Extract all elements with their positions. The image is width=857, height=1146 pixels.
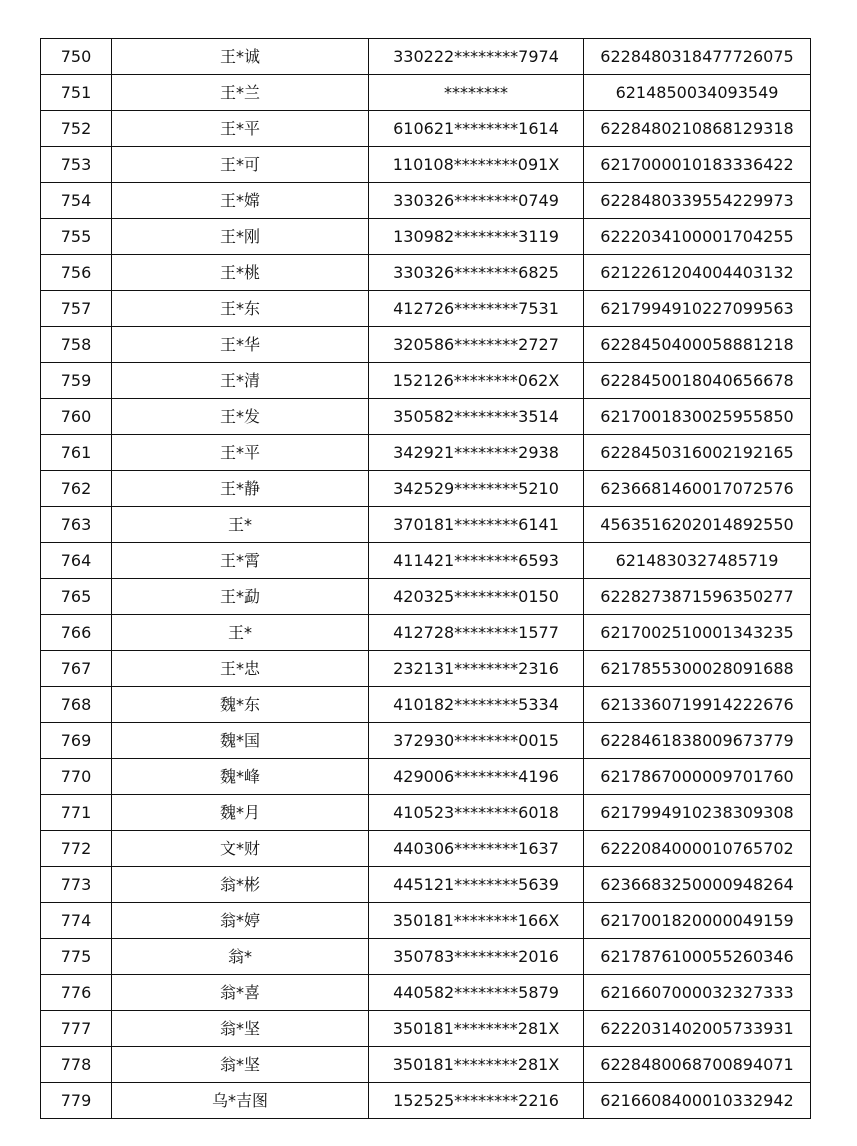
name-cell: 王*华 bbox=[112, 327, 369, 363]
table-row bbox=[41, 291, 811, 327]
name-cell: 翁* bbox=[112, 939, 369, 975]
account-number-cell: 6222034100001704255 bbox=[584, 219, 811, 255]
id-number-cell: 350582********3514 bbox=[369, 399, 584, 435]
id-number-cell: 330326********0749 bbox=[369, 183, 584, 219]
id-number-cell: 372930********0015 bbox=[369, 723, 584, 759]
table-row bbox=[41, 831, 811, 867]
table-row bbox=[41, 795, 811, 831]
table-row bbox=[41, 759, 811, 795]
table-row bbox=[41, 111, 811, 147]
account-number-cell: 6217002510001343235 bbox=[584, 615, 811, 651]
row-number-cell: 762 bbox=[41, 471, 112, 507]
name-cell: 王*刚 bbox=[112, 219, 369, 255]
account-number-cell: 4563516202014892550 bbox=[584, 507, 811, 543]
name-cell: 魏*月 bbox=[112, 795, 369, 831]
id-number-cell: 420325********0150 bbox=[369, 579, 584, 615]
account-number-cell: 6217855300028091688 bbox=[584, 651, 811, 687]
row-number-cell: 769 bbox=[41, 723, 112, 759]
row-number-cell: 766 bbox=[41, 615, 112, 651]
table-row bbox=[41, 543, 811, 579]
row-number-cell: 775 bbox=[41, 939, 112, 975]
name-cell: 乌*吉图 bbox=[112, 1083, 369, 1119]
id-number-cell: 429006********4196 bbox=[369, 759, 584, 795]
table-row bbox=[41, 579, 811, 615]
table-row bbox=[41, 651, 811, 687]
id-number-cell: 410182********5334 bbox=[369, 687, 584, 723]
row-number-cell: 751 bbox=[41, 75, 112, 111]
row-number-cell: 767 bbox=[41, 651, 112, 687]
name-cell: 王*清 bbox=[112, 363, 369, 399]
table-row bbox=[41, 363, 811, 399]
record-table bbox=[40, 38, 811, 1119]
name-cell: 王* bbox=[112, 615, 369, 651]
id-number-cell: 330326********6825 bbox=[369, 255, 584, 291]
id-number-cell: 412728********1577 bbox=[369, 615, 584, 651]
name-cell: 王*平 bbox=[112, 435, 369, 471]
id-number-cell: 232131********2316 bbox=[369, 651, 584, 687]
row-number-cell: 759 bbox=[41, 363, 112, 399]
account-number-cell: 6228480339554229973 bbox=[584, 183, 811, 219]
name-cell: 王*可 bbox=[112, 147, 369, 183]
account-number-cell: 6217001830025955850 bbox=[584, 399, 811, 435]
id-number-cell: 445121********5639 bbox=[369, 867, 584, 903]
account-number-cell: 6216607000032327333 bbox=[584, 975, 811, 1011]
table-row bbox=[41, 327, 811, 363]
row-number-cell: 763 bbox=[41, 507, 112, 543]
account-number-cell: 6222031402005733931 bbox=[584, 1011, 811, 1047]
table-row bbox=[41, 1011, 811, 1047]
name-cell: 王*勐 bbox=[112, 579, 369, 615]
id-number-cell: 350783********2016 bbox=[369, 939, 584, 975]
table-row bbox=[41, 75, 811, 111]
account-number-cell: 6217876100055260346 bbox=[584, 939, 811, 975]
account-number-cell: 6217000010183336422 bbox=[584, 147, 811, 183]
account-number-cell: 6214830327485719 bbox=[584, 543, 811, 579]
row-number-cell: 755 bbox=[41, 219, 112, 255]
account-number-cell: 6217001820000049159 bbox=[584, 903, 811, 939]
row-number-cell: 765 bbox=[41, 579, 112, 615]
id-number-cell: 440582********5879 bbox=[369, 975, 584, 1011]
table-row bbox=[41, 183, 811, 219]
name-cell: 翁*坚 bbox=[112, 1011, 369, 1047]
id-number-cell: 152525********2216 bbox=[369, 1083, 584, 1119]
row-number-cell: 776 bbox=[41, 975, 112, 1011]
id-number-cell: 440306********1637 bbox=[369, 831, 584, 867]
name-cell: 翁*喜 bbox=[112, 975, 369, 1011]
account-number-cell: 6212261204004403132 bbox=[584, 255, 811, 291]
id-number-cell: 610621********1614 bbox=[369, 111, 584, 147]
name-cell: 魏*东 bbox=[112, 687, 369, 723]
id-number-cell: 130982********3119 bbox=[369, 219, 584, 255]
name-cell: 魏*峰 bbox=[112, 759, 369, 795]
account-number-cell: 6217867000009701760 bbox=[584, 759, 811, 795]
table-row bbox=[41, 939, 811, 975]
table-row bbox=[41, 147, 811, 183]
table-row bbox=[41, 975, 811, 1011]
id-number-cell: 412726********7531 bbox=[369, 291, 584, 327]
row-number-cell: 778 bbox=[41, 1047, 112, 1083]
name-cell: 王*兰 bbox=[112, 75, 369, 111]
row-number-cell: 761 bbox=[41, 435, 112, 471]
name-cell: 王*霄 bbox=[112, 543, 369, 579]
id-number-cell: 320586********2727 bbox=[369, 327, 584, 363]
account-number-cell: 6222084000010765702 bbox=[584, 831, 811, 867]
name-cell: 翁*婷 bbox=[112, 903, 369, 939]
account-number-cell: 6236683250000948264 bbox=[584, 867, 811, 903]
account-number-cell: 6228450316002192165 bbox=[584, 435, 811, 471]
name-cell: 王*嫦 bbox=[112, 183, 369, 219]
account-number-cell: 6213360719914222676 bbox=[584, 687, 811, 723]
row-number-cell: 772 bbox=[41, 831, 112, 867]
row-number-cell: 756 bbox=[41, 255, 112, 291]
table-row bbox=[41, 1047, 811, 1083]
id-number-cell: 350181********281X bbox=[369, 1047, 584, 1083]
table-row bbox=[41, 903, 811, 939]
row-number-cell: 757 bbox=[41, 291, 112, 327]
row-number-cell: 752 bbox=[41, 111, 112, 147]
name-cell: 翁*彬 bbox=[112, 867, 369, 903]
name-cell: 王*静 bbox=[112, 471, 369, 507]
id-number-cell: 330222********7974 bbox=[369, 39, 584, 75]
name-cell: 王*发 bbox=[112, 399, 369, 435]
row-number-cell: 777 bbox=[41, 1011, 112, 1047]
row-number-cell: 764 bbox=[41, 543, 112, 579]
account-number-cell: 6228480318477726075 bbox=[584, 39, 811, 75]
row-number-cell: 771 bbox=[41, 795, 112, 831]
table-row bbox=[41, 39, 811, 75]
row-number-cell: 753 bbox=[41, 147, 112, 183]
account-number-cell: 6216608400010332942 bbox=[584, 1083, 811, 1119]
id-number-cell: 110108********091X bbox=[369, 147, 584, 183]
row-number-cell: 773 bbox=[41, 867, 112, 903]
table-row bbox=[41, 255, 811, 291]
name-cell: 翁*坚 bbox=[112, 1047, 369, 1083]
row-number-cell: 758 bbox=[41, 327, 112, 363]
name-cell: 王*平 bbox=[112, 111, 369, 147]
table-row bbox=[41, 867, 811, 903]
account-number-cell: 6236681460017072576 bbox=[584, 471, 811, 507]
row-number-cell: 774 bbox=[41, 903, 112, 939]
id-number-cell: 411421********6593 bbox=[369, 543, 584, 579]
row-number-cell: 779 bbox=[41, 1083, 112, 1119]
row-number-cell: 770 bbox=[41, 759, 112, 795]
table-row bbox=[41, 687, 811, 723]
account-number-cell: 6214850034093549 bbox=[584, 75, 811, 111]
id-number-cell: ******** bbox=[369, 75, 584, 111]
name-cell: 王*忠 bbox=[112, 651, 369, 687]
name-cell: 王* bbox=[112, 507, 369, 543]
table-row bbox=[41, 219, 811, 255]
name-cell: 王*诚 bbox=[112, 39, 369, 75]
id-number-cell: 370181********6141 bbox=[369, 507, 584, 543]
name-cell: 王*东 bbox=[112, 291, 369, 327]
name-cell: 文*财 bbox=[112, 831, 369, 867]
account-number-cell: 6228450400058881218 bbox=[584, 327, 811, 363]
account-number-cell: 6228461838009673779 bbox=[584, 723, 811, 759]
name-cell: 魏*国 bbox=[112, 723, 369, 759]
name-cell: 王*桃 bbox=[112, 255, 369, 291]
table-row bbox=[41, 615, 811, 651]
account-number-cell: 6228480068700894071 bbox=[584, 1047, 811, 1083]
account-number-cell: 6228480210868129318 bbox=[584, 111, 811, 147]
row-number-cell: 750 bbox=[41, 39, 112, 75]
account-number-cell: 6217994910238309308 bbox=[584, 795, 811, 831]
account-number-cell: 6217994910227099563 bbox=[584, 291, 811, 327]
id-number-cell: 350181********166X bbox=[369, 903, 584, 939]
id-number-cell: 152126********062X bbox=[369, 363, 584, 399]
table-row bbox=[41, 507, 811, 543]
table-row bbox=[41, 1083, 811, 1119]
id-number-cell: 342921********2938 bbox=[369, 435, 584, 471]
row-number-cell: 754 bbox=[41, 183, 112, 219]
id-number-cell: 410523********6018 bbox=[369, 795, 584, 831]
table-row bbox=[41, 435, 811, 471]
row-number-cell: 760 bbox=[41, 399, 112, 435]
row-number-cell: 768 bbox=[41, 687, 112, 723]
account-number-cell: 6228450018040656678 bbox=[584, 363, 811, 399]
table-row bbox=[41, 399, 811, 435]
table-row bbox=[41, 723, 811, 759]
id-number-cell: 342529********5210 bbox=[369, 471, 584, 507]
account-number-cell: 6228273871596350277 bbox=[584, 579, 811, 615]
id-number-cell: 350181********281X bbox=[369, 1011, 584, 1047]
table-row bbox=[41, 471, 811, 507]
